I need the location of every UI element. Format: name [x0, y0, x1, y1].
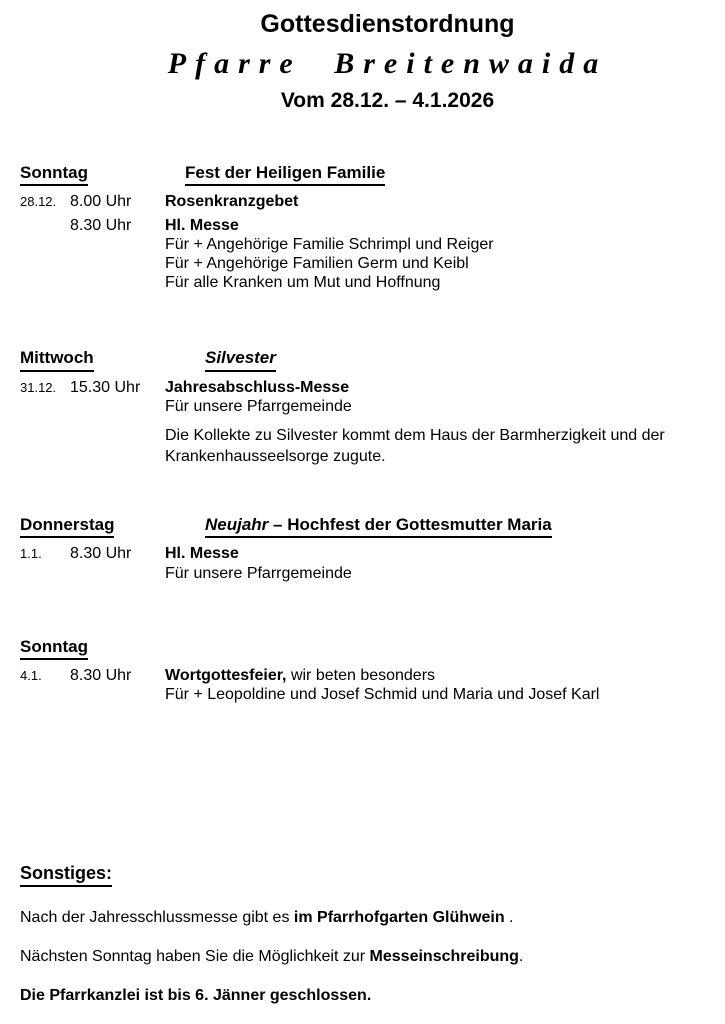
day-label: Sonntag [20, 163, 88, 186]
section-sonntag-1 [20, 163, 707, 292]
sonstiges-section [20, 863, 707, 1006]
day-label: Mittwoch [20, 348, 94, 371]
section-mittwoch [20, 348, 707, 467]
time-cell: 8.30 Uhr [70, 667, 132, 685]
time-cell: 8.30 Uhr [70, 545, 132, 563]
section-heading-row [20, 163, 707, 186]
time-cell: 15.30 Uhr [70, 378, 141, 396]
entry-title: Hl. Messe [165, 545, 239, 563]
section-sonntag-2 [20, 637, 707, 705]
doc-header [68, 8, 707, 115]
doc-title: Gottesdienstordnung [260, 10, 515, 38]
intention-line: Für alle Kranken um Mut und Hoffnung [165, 274, 441, 292]
parish-name: Pfarre Breitenwaida [167, 47, 608, 80]
day-label: Donnerstag [20, 515, 114, 538]
entry-title: Wortgottesfeier, [165, 667, 287, 685]
intention-line: Für + Angehörige Familien Germ und Keibl [165, 254, 469, 272]
section-heading-row [20, 515, 707, 538]
date-range: Vom 28.12. – 4.1.2026 [280, 89, 495, 112]
date-cell: 31.12. [20, 379, 57, 395]
entry-row [20, 378, 707, 467]
time-cell: 8.30 Uhr [70, 216, 132, 234]
time-cell: 8.00 Uhr [70, 193, 132, 211]
sonstiges-heading: Sonstiges: [20, 863, 112, 888]
sonstiges-paragraph: Nächsten Sonntag haben Sie die Möglichkeit zur Messeinschreibung. [20, 948, 524, 966]
date-cell: 28.12. [20, 194, 57, 210]
event-heading: Fest der Heiligen Familie [185, 163, 385, 186]
sonstiges-paragraph: Die Pfarrkanzlei ist bis 6. Jänner geschlossen. [20, 987, 372, 1005]
entry-row [20, 216, 707, 293]
section-donnerstag [20, 515, 707, 583]
intention-line: Für + Angehörige Familie Schrimpl und Reiger [165, 235, 494, 253]
day-label: Sonntag [20, 637, 88, 660]
entry-title: Rosenkranzgebet [165, 193, 299, 211]
entry-row [20, 192, 707, 211]
date-cell: 1.1. [20, 546, 42, 562]
intention-line: Für unsere Pfarrgemeinde [165, 564, 352, 582]
entry-title: Jahresabschluss-Messe [165, 378, 350, 396]
intention-line: Für unsere Pfarrgemeinde [165, 397, 352, 415]
entry-title-suffix: wir beten besonders [286, 667, 436, 685]
date-cell: 4.1. [20, 668, 42, 684]
entry-row [20, 544, 707, 582]
event-heading: Neujahr – Hochfest der Gottesmutter Maria [205, 515, 552, 538]
section-heading-row [20, 348, 707, 371]
note-paragraph: Die Kollekte zu Silvester kommt dem Haus der Barmherzigkeit und der Krankenhausseelsorge zugute. [165, 427, 665, 466]
event-heading: Silvester [205, 348, 276, 371]
entry-row [20, 666, 707, 704]
section-heading-row [20, 637, 707, 660]
intention-line: Für + Leopoldine und Josef Schmid und Maria und Josef Karl [165, 686, 600, 704]
sonstiges-paragraph: Nach der Jahresschlussmesse gibt es im Pfarrhofgarten Glühwein . [20, 909, 514, 927]
date-cell [20, 216, 70, 218]
entry-title: Hl. Messe [165, 216, 239, 234]
